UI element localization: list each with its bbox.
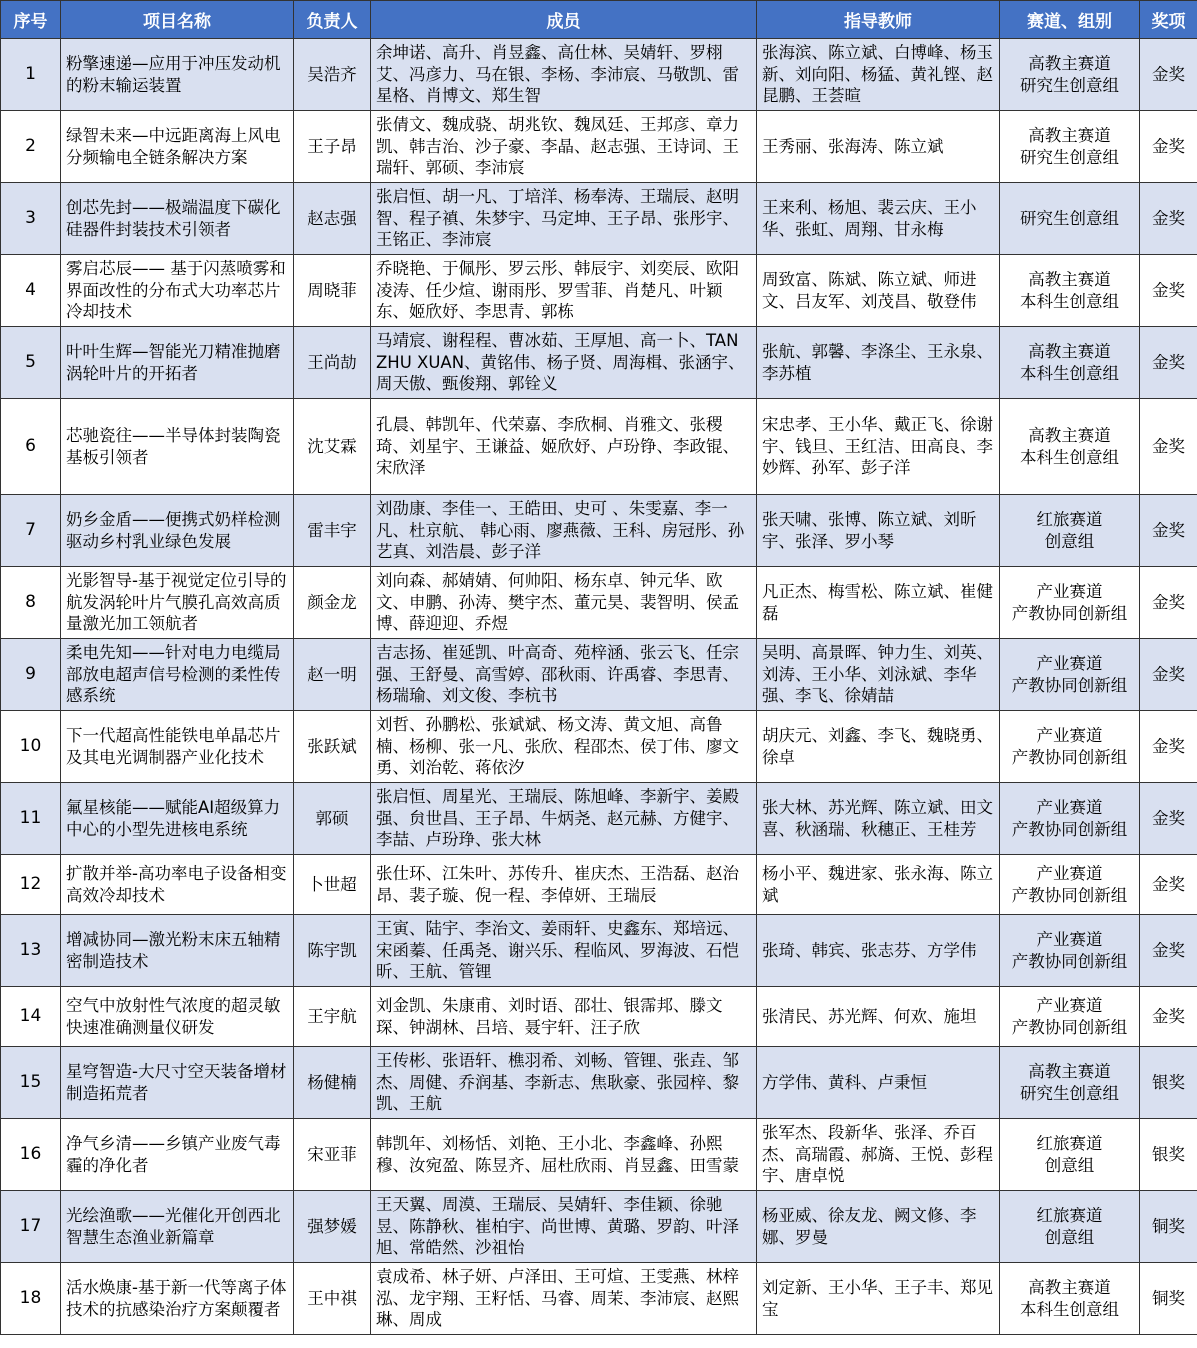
- cell-award: 金奖: [1140, 183, 1197, 255]
- cell-advisors: 杨小平、魏进家、张永海、陈立斌: [757, 855, 1000, 915]
- cell-advisors: 张清民、苏光辉、何欢、施坦: [757, 987, 1000, 1047]
- cell-project: 星穹智造-大尺寸空天装备增材制造拓荒者: [61, 1047, 294, 1119]
- cell-members: 刘劭康、李佳一、王皓田、史可 、朱雯嘉、李一凡、杜京航、 韩心雨、廖燕薇、王科、房冠彤、孙艺真、刘浩晨、彭子洋: [371, 495, 757, 567]
- cell-members: 乔晓艳、于佩彤、罗云彤、韩辰宇、刘奕辰、欧阳凌涛、任少煊、谢雨彤、罗雪菲、肖楚凡、叶颖东、姬欣妤、李思青、郭栋: [371, 255, 757, 327]
- cell-award: 金奖: [1140, 327, 1197, 399]
- cell-project: 光绘渔歌——光催化开创西北智慧生态渔业新篇章: [61, 1191, 294, 1263]
- cell-project: 空气中放射性气浓度的超灵敏快速准确测量仪研发: [61, 987, 294, 1047]
- header-award: 奖项: [1140, 1, 1197, 39]
- header-track: 赛道、组别: [1000, 1, 1140, 39]
- cell-project: 净气乡清——乡镇产业废气毒霾的净化者: [61, 1119, 294, 1191]
- cell-advisors: 凡正杰、梅雪松、陈立斌、崔健磊: [757, 567, 1000, 639]
- table-body: [1, 39, 1197, 1335]
- header-advisors: 指导教师: [757, 1, 1000, 39]
- header-leader: 负责人: [294, 1, 371, 39]
- cell-members: 张倩文、魏成骁、胡兆钦、魏凤廷、王邦彦、章力凯、韩吉治、沙子豪、李晶、赵志强、王诗词、王瑞轩、郭硕、李沛宸: [371, 111, 757, 183]
- cell-members: 袁成希、林子妍、卢泽田、王可煊、王雯燕、林梓泓、龙宇翔、王籽恬、马睿、周茉、李沛宸、赵熙琳、周成: [371, 1263, 757, 1335]
- cell-leader: 王中祺: [294, 1263, 371, 1335]
- cell-leader: 王宇航: [294, 987, 371, 1047]
- table-row: [1, 639, 1197, 711]
- cell-members: 吉志扬、崔延凯、叶高奇、苑梓涵、张云飞、任宗强、王舒曼、高雪婷、邵秋雨、许禹睿、李思青、杨瑞瑜、刘文俊、李杭书: [371, 639, 757, 711]
- cell-award: 银奖: [1140, 1119, 1197, 1191]
- table-row: [1, 1119, 1197, 1191]
- cell-leader: 张跃斌: [294, 711, 371, 783]
- table-row: [1, 915, 1197, 987]
- cell-index: 7: [1, 495, 61, 567]
- cell-track: 产业赛道 产教协同创新组: [1000, 783, 1140, 855]
- cell-track: 产业赛道 产教协同创新组: [1000, 855, 1140, 915]
- cell-index: 1: [1, 39, 61, 111]
- table-row: [1, 327, 1197, 399]
- cell-index: 10: [1, 711, 61, 783]
- cell-leader: 沈艾霖: [294, 399, 371, 495]
- cell-advisors: 刘定新、王小华、王子丰、郑见宝: [757, 1263, 1000, 1335]
- cell-award: 金奖: [1140, 783, 1197, 855]
- cell-track: 红旅赛道 创意组: [1000, 495, 1140, 567]
- cell-advisors: 王秀丽、张海涛、陈立斌: [757, 111, 1000, 183]
- cell-index: 13: [1, 915, 61, 987]
- cell-index: 2: [1, 111, 61, 183]
- cell-advisors: 杨亚威、徐友龙、阙文修、李娜、罗曼: [757, 1191, 1000, 1263]
- table-row: [1, 495, 1197, 567]
- cell-advisors: 胡庆元、刘鑫、李飞、魏晓勇、徐卓: [757, 711, 1000, 783]
- cell-leader: 宋亚菲: [294, 1119, 371, 1191]
- cell-leader: 颜金龙: [294, 567, 371, 639]
- cell-track: 高教主赛道 本科生创意组: [1000, 399, 1140, 495]
- cell-advisors: 宋忠孝、王小华、戴正飞、徐谢宇、钱旦、王红洁、田高良、李妙辉、孙军、彭子洋: [757, 399, 1000, 495]
- table-row: [1, 1263, 1197, 1335]
- cell-index: 8: [1, 567, 61, 639]
- cell-project: 柔电先知——针对电力电缆局部放电超声信号检测的柔性传感系统: [61, 639, 294, 711]
- cell-project: 增减协同—激光粉末床五轴精密制造技术: [61, 915, 294, 987]
- cell-index: 4: [1, 255, 61, 327]
- cell-leader: 卜世超: [294, 855, 371, 915]
- cell-track: 红旅赛道 创意组: [1000, 1191, 1140, 1263]
- cell-advisors: 张大林、苏光辉、陈立斌、田文喜、秋涵瑞、秋穗正、王桂芳: [757, 783, 1000, 855]
- cell-track: 产业赛道 产教协同创新组: [1000, 639, 1140, 711]
- cell-track: 产业赛道 产教协同创新组: [1000, 567, 1140, 639]
- cell-award: 金奖: [1140, 399, 1197, 495]
- cell-track: 高教主赛道 本科生创意组: [1000, 255, 1140, 327]
- table-row: [1, 987, 1197, 1047]
- cell-award: 铜奖: [1140, 1191, 1197, 1263]
- cell-index: 5: [1, 327, 61, 399]
- cell-leader: 赵志强: [294, 183, 371, 255]
- cell-index: 11: [1, 783, 61, 855]
- cell-project: 氟星核能——赋能AI超级算力中心的小型先进核电系统: [61, 783, 294, 855]
- header-members: 成员: [371, 1, 757, 39]
- table-row: [1, 783, 1197, 855]
- cell-leader: 陈宇凯: [294, 915, 371, 987]
- cell-track: 研究生创意组: [1000, 183, 1140, 255]
- cell-members: 王天翼、周漠、王瑞辰、吴婧轩、李佳颖、徐驰昱、陈静秋、崔柏宇、尚世博、黄璐、罗韵、叶泽旭、常皓然、沙祖怡: [371, 1191, 757, 1263]
- cell-members: 张启恒、周星光、王瑞辰、陈旭峰、李新宇、姜殿强、贠世昌、王子昂、牛炳尧、赵元赫、方健宇、李喆、卢玢琤、张大林: [371, 783, 757, 855]
- cell-project: 芯驰瓷往——半导体封装陶瓷基板引领者: [61, 399, 294, 495]
- cell-members: 韩凯年、刘杨恬、刘艳、王小北、李鑫峰、孙熙穆、汝宛盈、陈昱齐、屈杜欣雨、肖昱鑫、田雪蒙: [371, 1119, 757, 1191]
- cell-advisors: 张航、郭馨、李涤尘、王永泉、李苏植: [757, 327, 1000, 399]
- table-row: [1, 183, 1197, 255]
- cell-award: 金奖: [1140, 255, 1197, 327]
- cell-award: 金奖: [1140, 39, 1197, 111]
- cell-track: 高教主赛道 本科生创意组: [1000, 327, 1140, 399]
- cell-advisors: 吴明、高景晖、钟力生、刘英、刘涛、王小华、刘泳斌、李华强、李飞、徐婧喆: [757, 639, 1000, 711]
- cell-leader: 赵一明: [294, 639, 371, 711]
- cell-project: 光影智导-基于视觉定位引导的航发涡轮叶片气膜孔高效高质量激光加工领航者: [61, 567, 294, 639]
- cell-index: 12: [1, 855, 61, 915]
- cell-members: 刘哲、孙鹏松、张斌斌、杨文涛、黄文旭、高鲁楠、杨柳、张一凡、张欣、程邵杰、侯丁伟、廖文勇、刘治乾、蒋依汐: [371, 711, 757, 783]
- cell-members: 余坤诺、高升、肖昱鑫、高仕林、吴婧轩、罗栩艾、冯彦力、马在银、李杨、李沛宸、马敬凯、雷星格、肖博文、郑生智: [371, 39, 757, 111]
- cell-leader: 周晓菲: [294, 255, 371, 327]
- cell-leader: 王尚劼: [294, 327, 371, 399]
- table-row: [1, 1047, 1197, 1119]
- cell-leader: 杨健楠: [294, 1047, 371, 1119]
- header-index: 序号: [1, 1, 61, 39]
- cell-project: 粉擎速递—应用于冲压发动机的粉末输运装置: [61, 39, 294, 111]
- cell-leader: 雷丰宇: [294, 495, 371, 567]
- cell-project: 创芯先封——极端温度下碳化硅器件封装技术引领者: [61, 183, 294, 255]
- table-row: [1, 111, 1197, 183]
- cell-advisors: 周致富、陈斌、陈立斌、师进文、吕友军、刘茂昌、敬登伟: [757, 255, 1000, 327]
- cell-track: 产业赛道 产教协同创新组: [1000, 987, 1140, 1047]
- cell-track: 红旅赛道 创意组: [1000, 1119, 1140, 1191]
- cell-track: 高教主赛道 本科生创意组: [1000, 1263, 1140, 1335]
- cell-advisors: 张天啸、张博、陈立斌、刘昕宇、张泽、罗小琴: [757, 495, 1000, 567]
- table-row: [1, 1191, 1197, 1263]
- cell-project: 雾启芯辰—— 基于闪蒸喷雾和界面改性的分布式大功率芯片冷却技术: [61, 255, 294, 327]
- cell-leader: 郭硕: [294, 783, 371, 855]
- cell-track: 高教主赛道 研究生创意组: [1000, 39, 1140, 111]
- cell-advisors: 张琦、韩宾、张志芬、方学伟: [757, 915, 1000, 987]
- cell-leader: 强梦媛: [294, 1191, 371, 1263]
- cell-advisors: 方学伟、黄科、卢秉恒: [757, 1047, 1000, 1119]
- cell-index: 15: [1, 1047, 61, 1119]
- cell-project: 下一代超高性能铁电单晶芯片及其电光调制器产业化技术: [61, 711, 294, 783]
- table-row: [1, 855, 1197, 915]
- table-row: [1, 39, 1197, 111]
- cell-advisors: 王来利、杨旭、裴云庆、王小华、张虹、周翔、甘永梅: [757, 183, 1000, 255]
- cell-award: 金奖: [1140, 915, 1197, 987]
- cell-index: 9: [1, 639, 61, 711]
- table-row: [1, 567, 1197, 639]
- cell-index: 6: [1, 399, 61, 495]
- table-row: [1, 711, 1197, 783]
- cell-advisors: 张军杰、段新华、张泽、乔百杰、高瑞霞、郝旖、王悦、彭程宇、唐卓悦: [757, 1119, 1000, 1191]
- cell-project: 绿智未来—中远距离海上风电分频输电全链条解决方案: [61, 111, 294, 183]
- cell-index: 16: [1, 1119, 61, 1191]
- cell-award: 银奖: [1140, 1047, 1197, 1119]
- cell-leader: 王子昂: [294, 111, 371, 183]
- table-row: [1, 399, 1197, 495]
- cell-award: 金奖: [1140, 567, 1197, 639]
- cell-leader: 吴浩齐: [294, 39, 371, 111]
- cell-members: 王传彬、张语轩、樵羽希、刘畅、管锂、张垚、邹杰、周健、乔润基、李新志、焦耿豪、张园梓、黎凯、王航: [371, 1047, 757, 1119]
- cell-index: 17: [1, 1191, 61, 1263]
- cell-members: 张仕环、江朱叶、苏传升、崔庆杰、王浩磊、赵治昂、裴子璇、倪一程、李倬妍、王瑞辰: [371, 855, 757, 915]
- table-row: [1, 255, 1197, 327]
- cell-index: 3: [1, 183, 61, 255]
- cell-advisors: 张海滨、陈立斌、白博峰、杨玉新、刘向阳、杨猛、黄礼铿、赵昆鹏、王荟暄: [757, 39, 1000, 111]
- cell-members: 刘向森、郝婧婧、何帅阳、杨东卓、钟元华、欧文、申鹏、孙涛、樊宇杰、董元昊、裴智明、侯孟博、薛迎迎、乔煜: [371, 567, 757, 639]
- cell-project: 叶叶生辉—智能光刀精准抛磨涡轮叶片的开拓者: [61, 327, 294, 399]
- header-project: 项目名称: [61, 1, 294, 39]
- cell-award: 金奖: [1140, 855, 1197, 915]
- cell-track: 高教主赛道 研究生创意组: [1000, 1047, 1140, 1119]
- cell-award: 金奖: [1140, 111, 1197, 183]
- cell-track: 产业赛道 产教协同创新组: [1000, 915, 1140, 987]
- cell-award: 铜奖: [1140, 1263, 1197, 1335]
- cell-award: 金奖: [1140, 495, 1197, 567]
- cell-members: 王寅、陆宇、李治文、姜雨轩、史鑫东、郑培远、宋函蓁、任禹尧、谢兴乐、程临风、罗海波、石恺昕、王航、管锂: [371, 915, 757, 987]
- cell-project: 扩散并举-高功率电子设备相变高效冷却技术: [61, 855, 294, 915]
- header-row: [1, 1, 1197, 39]
- cell-project: 奶乡金盾——便携式奶样检测驱动乡村乳业绿色发展: [61, 495, 294, 567]
- cell-track: 产业赛道 产教协同创新组: [1000, 711, 1140, 783]
- cell-project: 活水焕康-基于新一代等离子体技术的抗感染治疗方案颠覆者: [61, 1263, 294, 1335]
- cell-members: 马靖宸、谢程程、曹冰茹、王厚旭、高一卜、TAN ZHU XUAN、黄铭伟、杨子贤、周海楫、张涵宇、周天傲、甄俊翔、郭铨义: [371, 327, 757, 399]
- cell-members: 刘金凯、朱康甫、刘时语、邵壮、银霈邦、滕文琛、钟湖林、吕培、聂宇轩、汪子欣: [371, 987, 757, 1047]
- cell-award: 金奖: [1140, 639, 1197, 711]
- cell-index: 18: [1, 1263, 61, 1335]
- cell-track: 高教主赛道 研究生创意组: [1000, 111, 1140, 183]
- cell-index: 14: [1, 987, 61, 1047]
- cell-award: 金奖: [1140, 987, 1197, 1047]
- cell-award: 金奖: [1140, 711, 1197, 783]
- cell-members: 孔晨、韩凯年、代荣嘉、李欣桐、肖雅文、张稷琦、刘星宇、王谦益、姬欣妤、卢玢铮、李政锟、宋欣泽: [371, 399, 757, 495]
- cell-members: 张启恒、胡一凡、丁培洋、杨奉涛、王瑞辰、赵明智、程子禛、朱梦宇、马定坤、王子昂、张彤宇、王铭正、李沛宸: [371, 183, 757, 255]
